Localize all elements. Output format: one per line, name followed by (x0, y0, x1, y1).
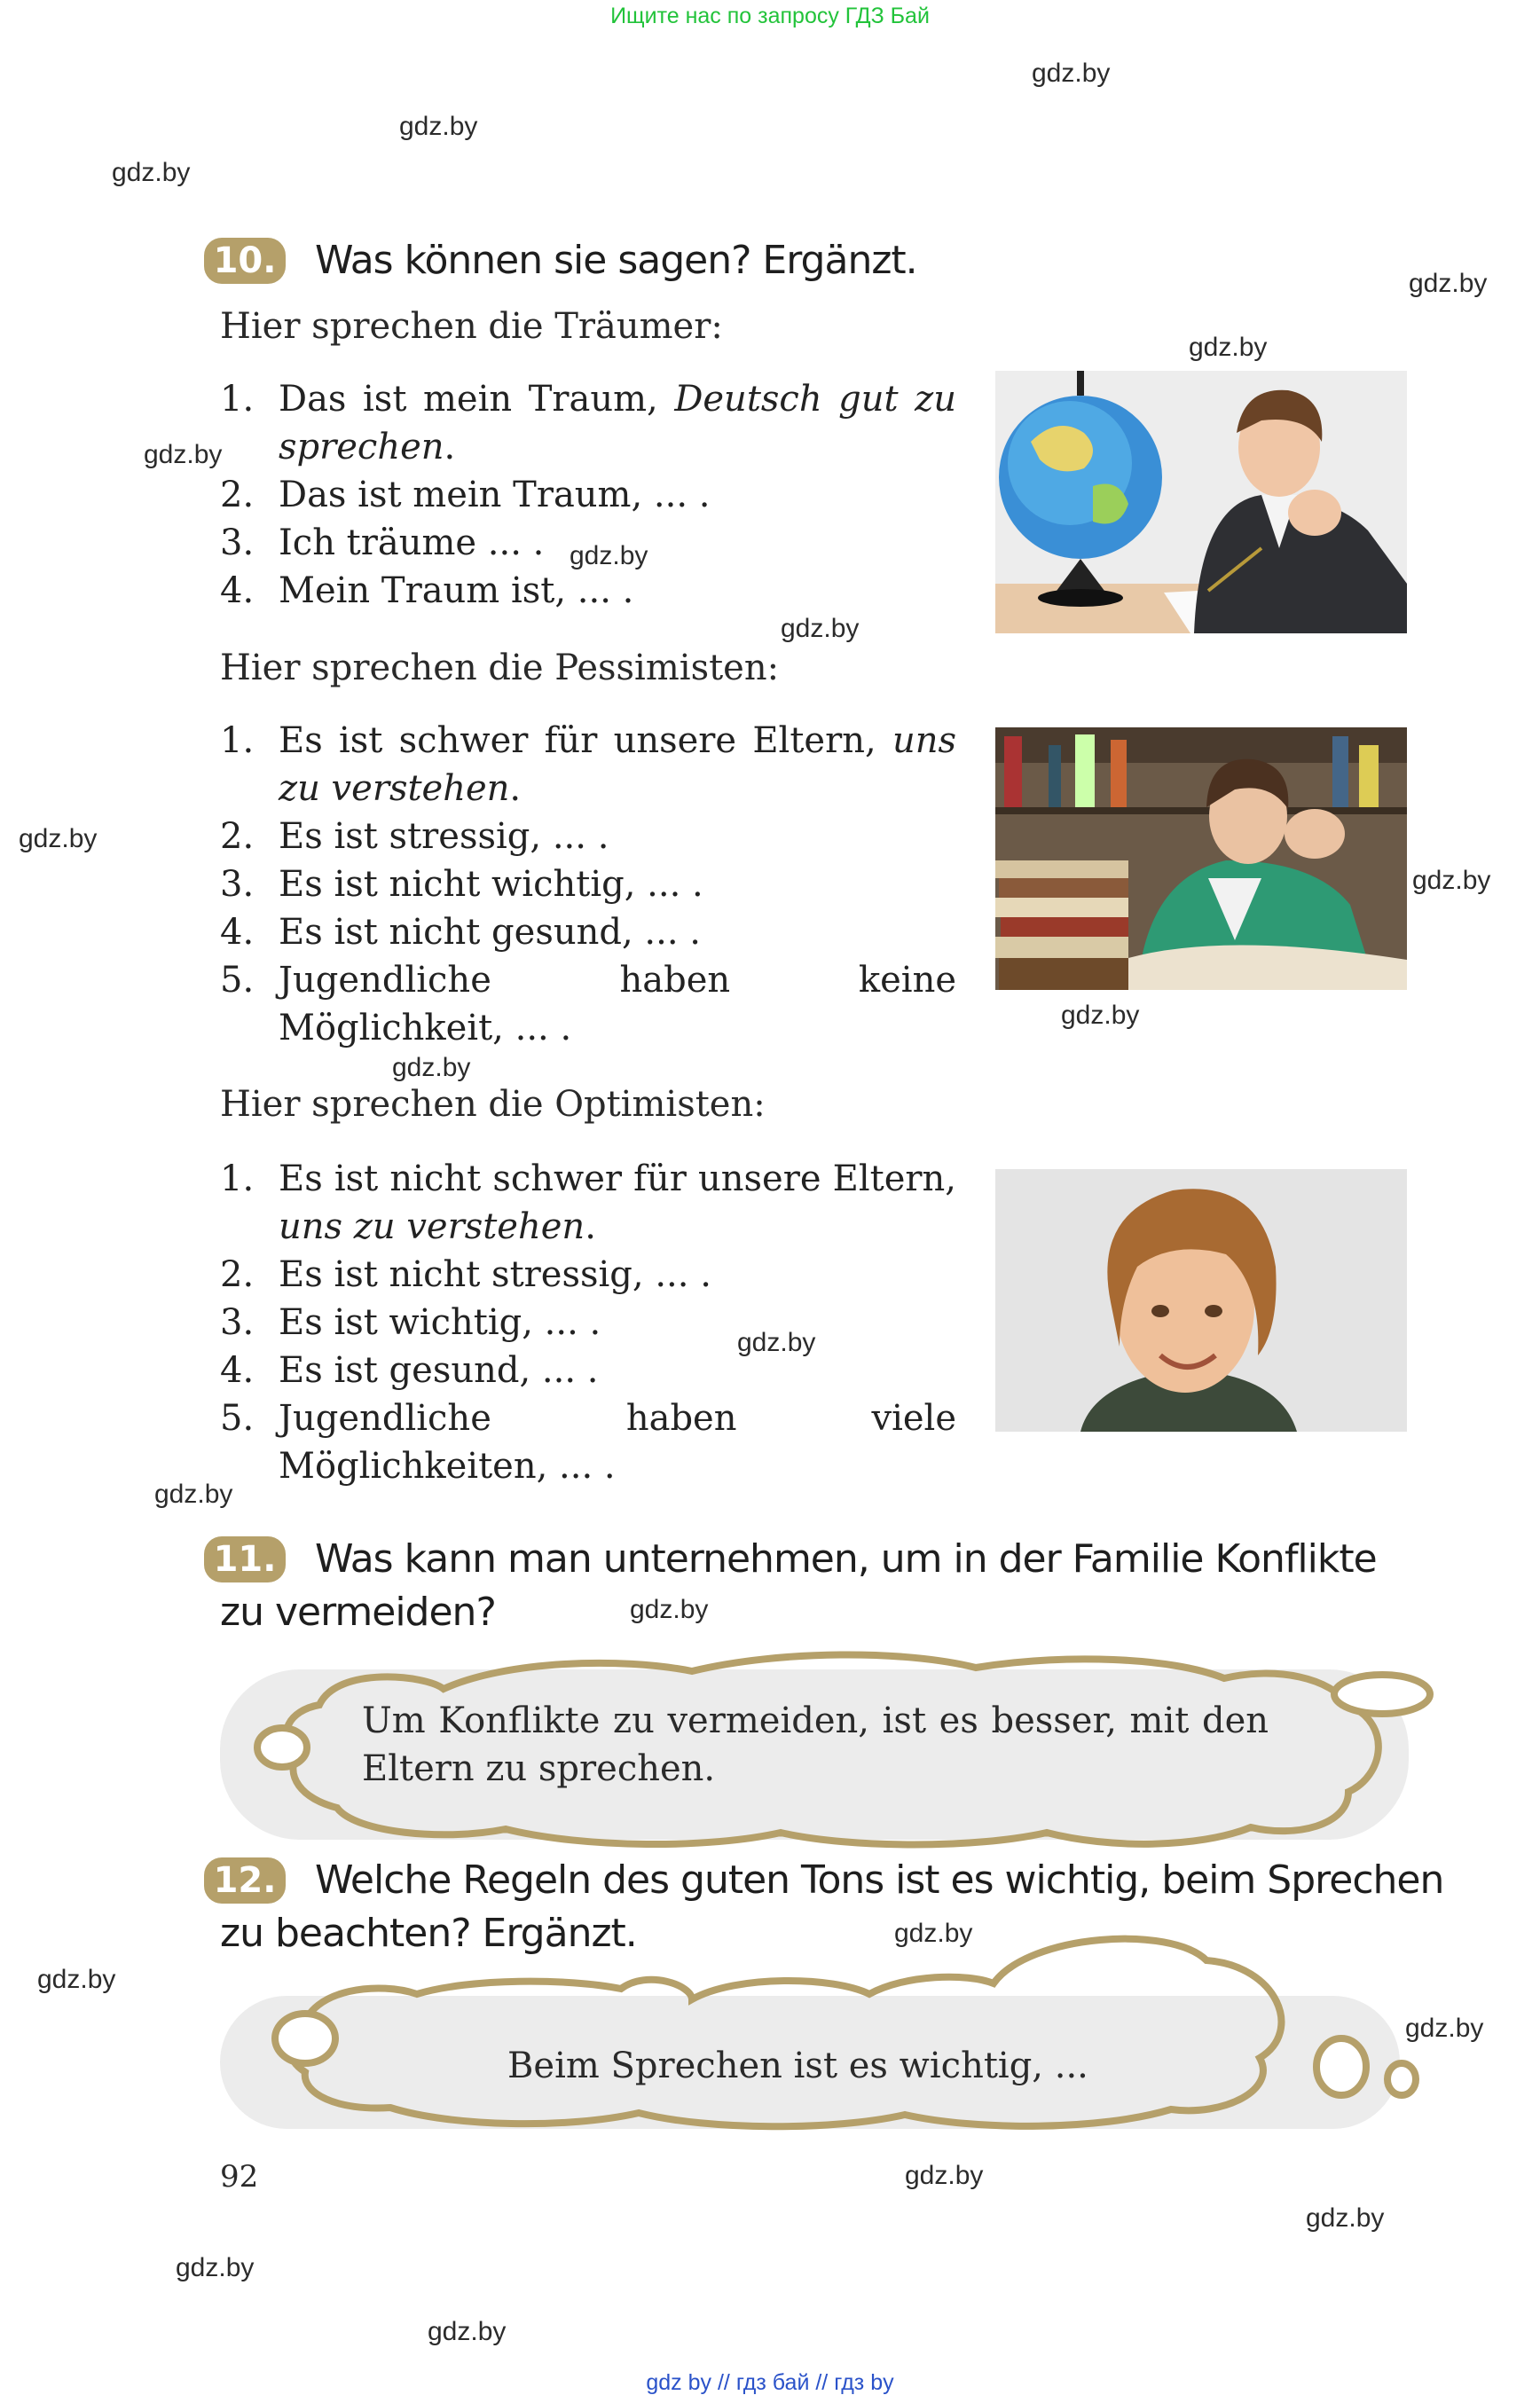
watermark: gdz.by (570, 541, 648, 570)
exercise-title-continued: zu vermeiden? (220, 1590, 496, 1635)
watermark: gdz.by (781, 614, 860, 643)
watermark: gdz.by (894, 1919, 973, 1948)
dreamers-list (220, 375, 956, 615)
bottom-banner[interactable]: gdz by // гдз бай // гдз by (646, 2370, 894, 2395)
watermark: gdz.by (1405, 2014, 1484, 2043)
watermark: gdz.by (630, 1595, 709, 1624)
photo-teen-with-books (995, 727, 1407, 990)
exercise-number-badge: 12. (204, 1857, 286, 1904)
list-item: 2. Es ist stressig, ... . (220, 816, 609, 857)
watermark: gdz.by (144, 440, 223, 469)
list-item: 4. Mein Traum ist, ... . (220, 570, 634, 611)
list-item: 4. Es ist nicht gesund, ... . (220, 912, 701, 953)
pessimists-list (220, 717, 956, 1052)
list-item: 1. Es ist schwer für unsere Eltern, uns zu verstehen. (220, 720, 956, 809)
exercise-title: Was können sie sagen? Ergänzt. (315, 238, 917, 283)
watermark: gdz.by (19, 824, 98, 853)
watermark: gdz.by (1061, 1001, 1140, 1030)
watermark: gdz.by (112, 158, 191, 187)
list-item: 2. Es ist nicht stressig, ... . (220, 1254, 711, 1295)
optimists-list (220, 1155, 956, 1490)
watermark: gdz.by (176, 2253, 255, 2282)
list-item: 1. Das ist mein Traum, Deutsch gut zu sprechen. (220, 379, 956, 467)
exercise-title: Was kann man unternehmen, um in der Familie Konflikte (315, 1536, 1377, 1582)
exercise-title: Welche Regeln des guten Tons ist es wichtig, beim Sprechen (315, 1857, 1444, 1903)
watermark: gdz.by (399, 112, 478, 141)
watermark: gdz.by (37, 1965, 116, 1994)
watermark: gdz.by (428, 2317, 507, 2346)
list-item: 2. Das ist mein Traum, ... . (220, 475, 711, 515)
list-item: 5. Jugendliche haben keine Möglichkeit, ... . (220, 960, 956, 1048)
watermark: gdz.by (1306, 2203, 1385, 2233)
list-item: 5. Jugendliche haben viele Möglichkeiten, ... . (220, 1398, 956, 1487)
section-heading-dreamers: Hier sprechen die Träumer: (220, 306, 723, 347)
exercise-number-badge: 10. (204, 238, 286, 284)
exercise-title-continued: zu beachten? Ergänzt. (220, 1911, 637, 1956)
list-item: 1. Es ist nicht schwer für unsere Eltern, uns zu verstehen. (220, 1158, 956, 1247)
watermark: gdz.by (392, 1053, 471, 1082)
photo-boy-with-globe (995, 371, 1407, 633)
list-item: 3. Ich träume ... . (220, 522, 545, 563)
top-banner[interactable]: Ищите нас по запросу ГДЗ Бай (610, 4, 930, 28)
page-number: 92 (220, 2159, 259, 2195)
watermark: gdz.by (905, 2161, 984, 2190)
list-item: 3. Es ist nicht wichtig, ... . (220, 864, 703, 905)
watermark: gdz.by (737, 1328, 816, 1357)
section-heading-optimists: Hier sprechen die Optimisten: (220, 1084, 766, 1125)
section-heading-pessimists: Hier sprechen die Pessimisten: (220, 648, 780, 688)
list-item: 3. Es ist wichtig, ... . (220, 1302, 601, 1343)
watermark: gdz.by (1409, 269, 1488, 298)
watermark: gdz.by (1032, 59, 1111, 88)
watermark: gdz.by (1412, 866, 1491, 895)
cloud-text: Um Konflikte zu vermeiden, ist es besser, mit den Eltern zu sprechen. (362, 1700, 1269, 1789)
watermark: gdz.by (1189, 333, 1268, 362)
photo-smiling-boy (995, 1169, 1407, 1432)
list-item: 4. Es ist gesund, ... . (220, 1350, 599, 1391)
exercise-number-badge: 11. (204, 1536, 286, 1582)
watermark: gdz.by (154, 1480, 233, 1509)
cloud-text: Beim Sprechen ist es wichtig, ... (507, 2046, 1088, 2086)
